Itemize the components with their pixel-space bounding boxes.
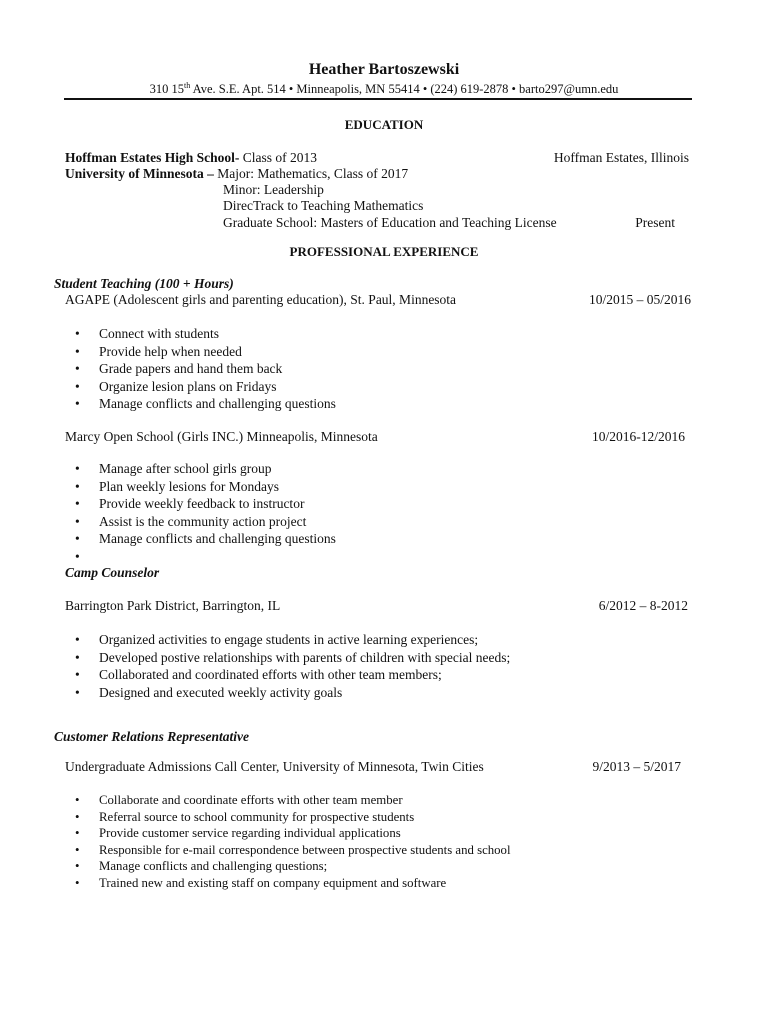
university-minor: Minor: Leadership [223,182,324,197]
list-item: • Manage conflicts and challenging questions [65,531,336,549]
list-item: • Responsible for e-mail correspondence between prospective students and school [65,842,511,859]
camp-bullets [65,632,510,702]
list-item: • Provide customer service regarding individual applications [65,825,511,842]
list-item: • Manage conflicts and challenging questions; [65,858,511,875]
address-ordinal: th [183,80,191,90]
list-item: • Manage after school girls group [65,461,336,479]
graduate-date: Present [635,215,675,230]
customer-bullets [65,792,511,892]
list-item: • Trained new and existing staff on company equipment and software [65,875,511,892]
university-line [65,166,408,183]
address-rest: Ave. S.E. Apt. 514 • Minneapolis, MN 55414 • (224) 619-2878 • barto297@umn.edu [190,82,619,96]
experience-heading: PROFESSIONAL EXPERIENCE [289,244,479,259]
list-item: • Grade papers and hand them back [65,361,336,379]
student-teaching-role: Student Teaching (100 + Hours) [54,276,234,291]
list-item: • Plan weekly lesions for Mondays [65,479,336,497]
list-item: • Assist is the community action project [65,514,336,532]
list-item [65,549,336,567]
list-item: • Manage conflicts and challenging questions [65,396,336,414]
list-item: • Connect with students [65,326,336,344]
list-item: • Provide weekly feedback to instructor [65,496,336,514]
list-item: • Collaborated and coordinated efforts with other team members; [65,667,510,685]
high-school-detail: Class of 2013 [239,150,318,165]
list-item: • Organize lesion plans on Fridays [65,379,336,397]
university-major: Major: Mathematics, Class of 2017 [213,166,409,181]
graduate-school: Graduate School: Masters of Education and Teaching License [223,215,557,230]
marcy-dates: 10/2016-12/2016 [592,429,685,444]
agape-bullets [65,326,336,414]
customer-relations-role: Customer Relations Representative [54,729,250,744]
customer-org: Undergraduate Admissions Call Center, University of Minnesota, Twin Cities [65,759,484,774]
high-school-line [65,150,317,167]
header-divider [64,98,692,100]
university-name: University of Minnesota – [65,166,214,181]
camp-org: Barrington Park District, Barrington, IL [65,598,281,613]
university-directrack: DirecTrack to Teaching Mathematics [223,198,424,213]
marcy-bullets [65,461,336,566]
agape-dates: 10/2015 – 05/2016 [588,292,691,307]
address-number: 310 15 [149,82,184,96]
list-item: • Referral source to school community for prospective students [65,809,511,826]
candidate-name: Heather Bartoszewski [308,61,460,78]
list-item: • Collaborate and coordinate efforts with other team member [65,792,511,809]
camp-dates: 6/2012 – 8-2012 [598,598,688,613]
contact-line [0,81,768,98]
agape-org: AGAPE (Adolescent girls and parenting education), St. Paul, Minnesota [65,292,457,307]
education-heading: EDUCATION [344,117,424,132]
customer-dates: 9/2013 – 5/2017 [592,759,681,774]
high-school-name: Hoffman Estates High School- [65,150,240,165]
list-item: • Developed postive relationships with parents of children with special needs; [65,650,510,668]
marcy-org: Marcy Open School (Girls INC.) Minneapolis, Minnesota [65,429,378,444]
camp-counselor-role: Camp Counselor [65,565,160,580]
list-item: • Organized activities to engage students in active learning experiences; [65,632,510,650]
list-item: • Designed and executed weekly activity goals [65,685,510,703]
high-school-location: Hoffman Estates, Illinois [553,150,689,165]
list-item: • Provide help when needed [65,344,336,362]
